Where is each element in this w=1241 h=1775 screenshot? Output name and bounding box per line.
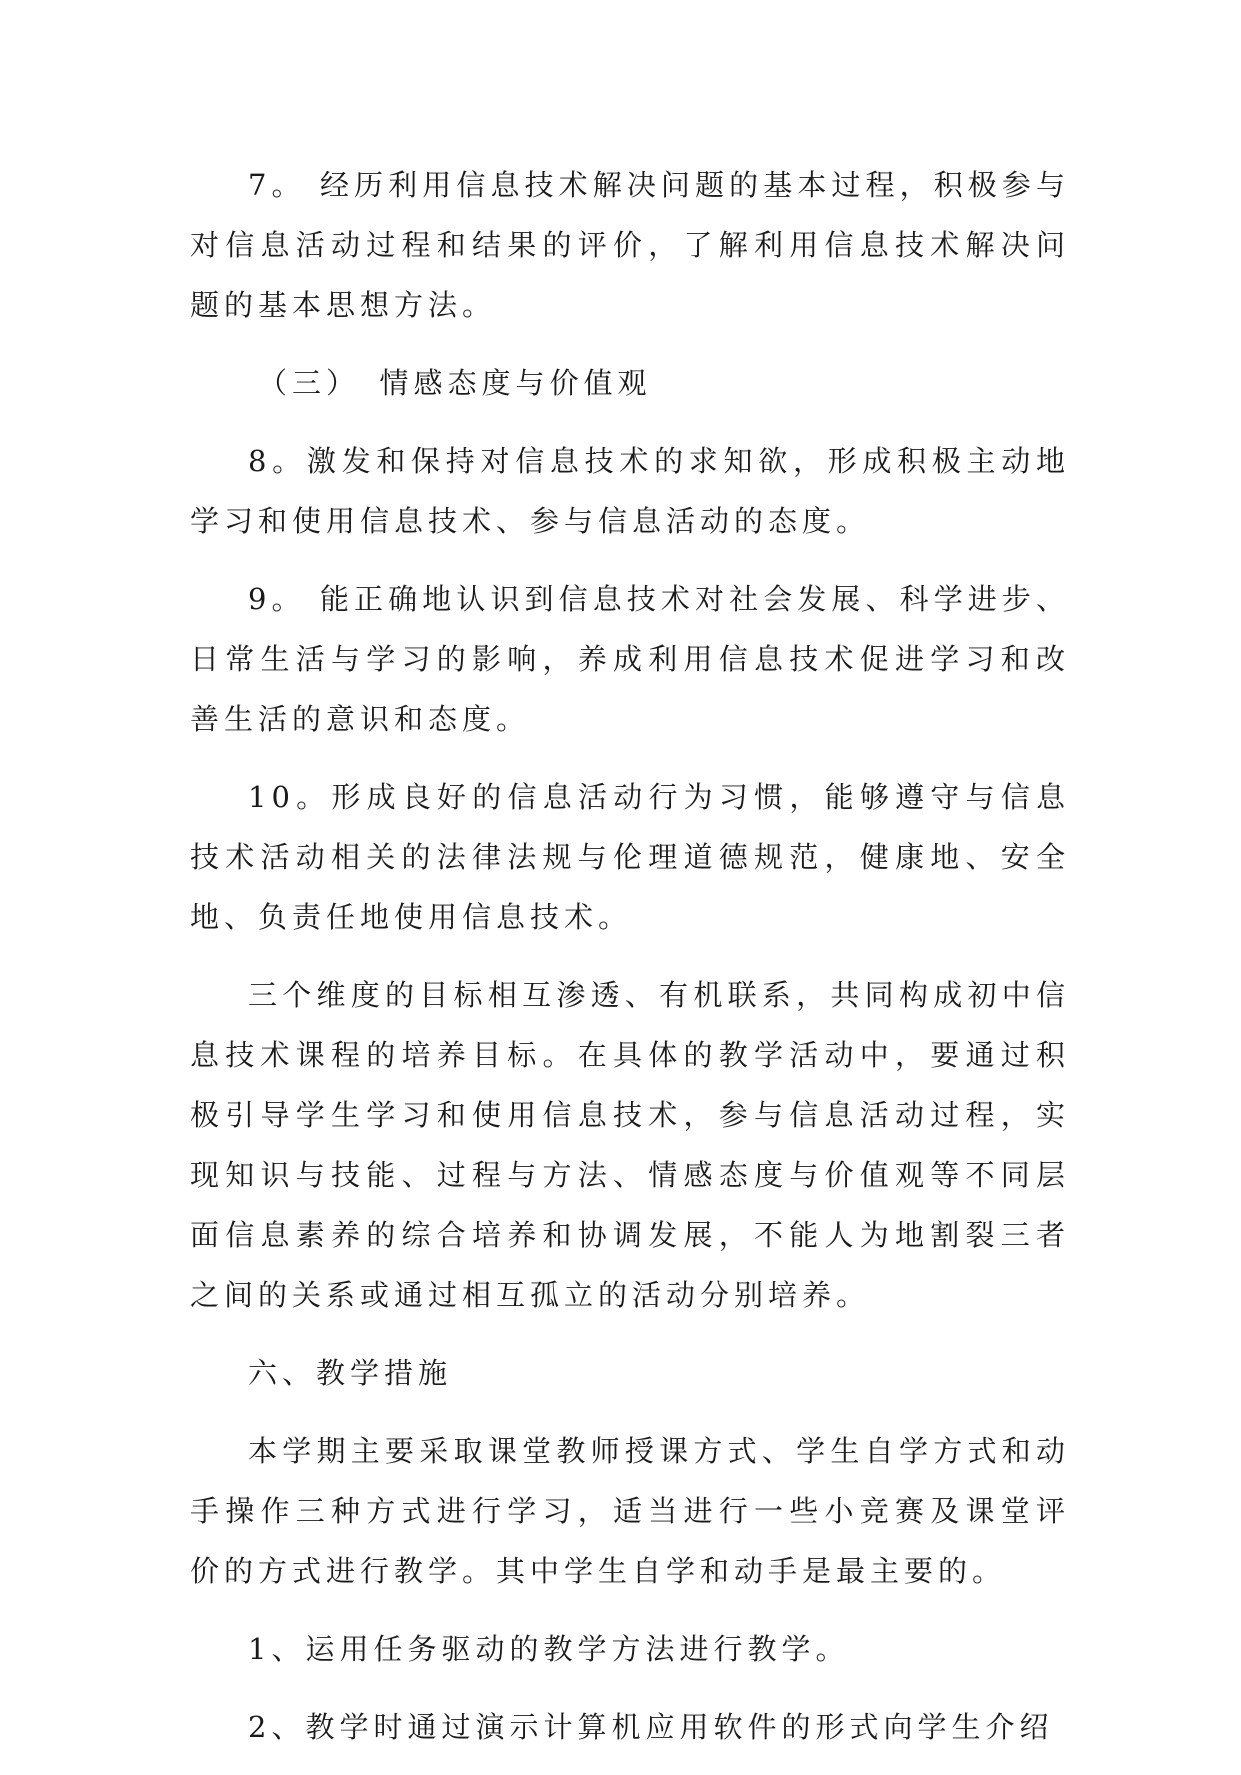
paragraph-objective-7: 7。 经历利用信息技术解决问题的基本过程，积极参与对信息活动过程和结果的评价，了解利用信息技术解决问题的基本思想方法。 <box>190 168 1070 322</box>
paragraph-objective-8: 8。激发和保持对信息技术的求知欲，形成积极主动地学习和使用信息技术、参与信息活动的态度。 <box>190 444 1070 538</box>
paragraph-objective-10: 10。形成良好的信息活动行为习惯，能够遵守与信息技术活动相关的法律法规与伦理道德规范，健康地、安全地、负责任地使用信息技术。 <box>190 780 1070 934</box>
document-page <box>190 155 1070 1775</box>
paragraph-measure-1: 1、运用任务驱动的教学方法进行教学。 <box>248 1632 850 1666</box>
paragraph-teaching-methods: 本学期主要采取课堂教师授课方式、学生自学方式和动手操作三种方式进行学习，适当进行一些小竞赛及课堂评价的方式进行教学。其中学生自学和动手是最主要的。 <box>190 1434 1070 1588</box>
paragraph-measure-2: 2、教学时通过演示计算机应用软件的形式向学生介绍 <box>248 1710 1054 1744</box>
paragraph-three-dimensions: 三个维度的目标相互渗透、有机联系，共同构成初中信息技术课程的培养目标。在具体的教学活动中，要通过积极引导学生学习和使用信息技术，参与信息活动过程，实现知识与技能、过程与方法、情感态度与价值观等不同层面信息素养的综合培养和协调发展，不能人为地割裂三者之间的关系或通过相互孤立的活动分别培养。 <box>190 978 1070 1312</box>
section-heading-emotion-attitude-values: （三） 情感态度与价值观 <box>258 366 652 400</box>
paragraph-objective-9: 9。 能正确地认识到信息技术对社会发展、科学进步、日常生活与学习的影响，养成利用信息技术促进学习和改善生活的意识和态度。 <box>190 582 1070 736</box>
section-heading-teaching-measures: 六、教学措施 <box>248 1356 453 1390</box>
